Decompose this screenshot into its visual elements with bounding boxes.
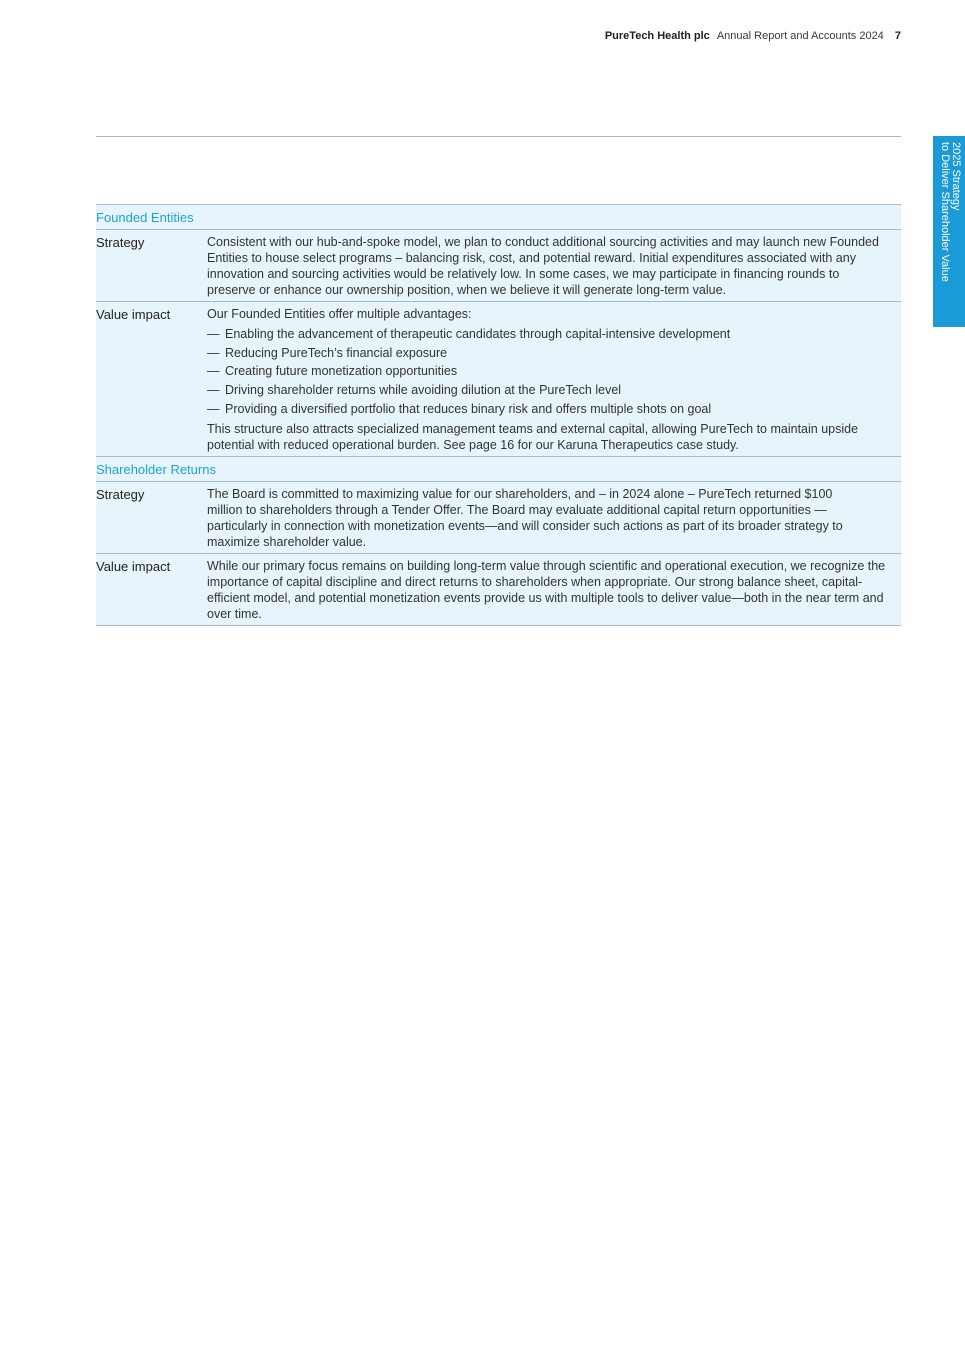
row-label-value-impact: Value impact [96, 307, 171, 322]
dash-marker: — [207, 345, 220, 360]
page-header [605, 30, 901, 42]
side-tab-label [937, 142, 961, 325]
shareholder-strategy-text: The Board is committed to maximizing value for our shareholders, and – in 2024 alone – PureTech returned $100 million to shareholders through a Tender Offer. The Board may evaluate additional capital return opportunities —particularly in connection with monetization events—and will consider such actions as part of its broader strategy to maximize shareholder value. [207, 486, 843, 549]
row-text-strategy [207, 486, 901, 550]
section-heading-founded-entities: Founded Entities [96, 205, 901, 230]
row-text-strategy [207, 234, 901, 298]
row-text-value-impact [207, 558, 901, 622]
list-item: — Driving shareholder returns while avoiding dilution at the PureTech level [207, 383, 622, 398]
dash-marker: — [207, 383, 220, 398]
founded-strategy-text: Consistent with our hub-and-spoke model, we plan to conduct additional sourcing activities and may launch new Founded Entities to house select programs – balancing risk, cost, and potential reward. Initial expenditures associated with any innovation and sourcing activities would be relatively low. In some cases, we may participate in financing rounds to preserve or enhance our ownership position, when we believe it will generate long-term value. [207, 235, 879, 297]
side-tab-line-1: 2025 Strategy [950, 142, 962, 211]
table-row [96, 554, 901, 626]
company-name: PureTech Health plc [604, 30, 710, 42]
dash-marker: — [207, 401, 220, 416]
founded-value-intro: Our Founded Entities offer multiple advantages: [207, 307, 472, 321]
section-side-tab[interactable] [933, 136, 965, 327]
list-item: — Providing a diversified portfolio that reduces binary risk and offers multiple shots on goal [207, 401, 712, 416]
section-heading-shareholder-returns: Shareholder Returns [96, 457, 901, 482]
founded-value-outro: This structure also attracts specialized management teams and external capital, allowing PureTech to maintain upside potential with reduced operational burden. See page 16 for our Karuna Therapeutics case study. [207, 421, 859, 452]
table-row [96, 302, 901, 457]
advantages-list [207, 326, 891, 417]
row-label-strategy: Strategy [96, 486, 145, 502]
list-item: — Enabling the advancement of therapeutic candidates through capital-intensive development [207, 327, 731, 341]
row-text-value-impact [207, 306, 901, 453]
page-number: 7 [894, 30, 901, 42]
side-tab-line-2: to Deliver Shareholder Value [939, 142, 951, 282]
dash-marker: — [207, 327, 220, 341]
row-label-strategy: Strategy [96, 235, 145, 250]
top-divider [96, 136, 901, 137]
shareholder-value-text: While our primary focus remains on building long-term value through scientific and operational execution, we recognize the importance of capital discipline and direct returns to shareholders when appropriate. Our strong balance sheet, capital-efficient model, and potential monetization events provide us with multiple tools to deliver value—both in the near term and over time. [207, 558, 886, 621]
list-item: — Creating future monetization opportunities [207, 364, 458, 379]
strategy-table [96, 204, 901, 626]
table-row [96, 482, 901, 554]
table-row [96, 230, 901, 302]
row-label-value-impact: Value impact [96, 558, 171, 574]
dash-marker: — [207, 364, 220, 379]
report-title: Annual Report and Accounts 2024 [716, 30, 884, 42]
list-item: — Reducing PureTech’s financial exposure [207, 345, 448, 360]
